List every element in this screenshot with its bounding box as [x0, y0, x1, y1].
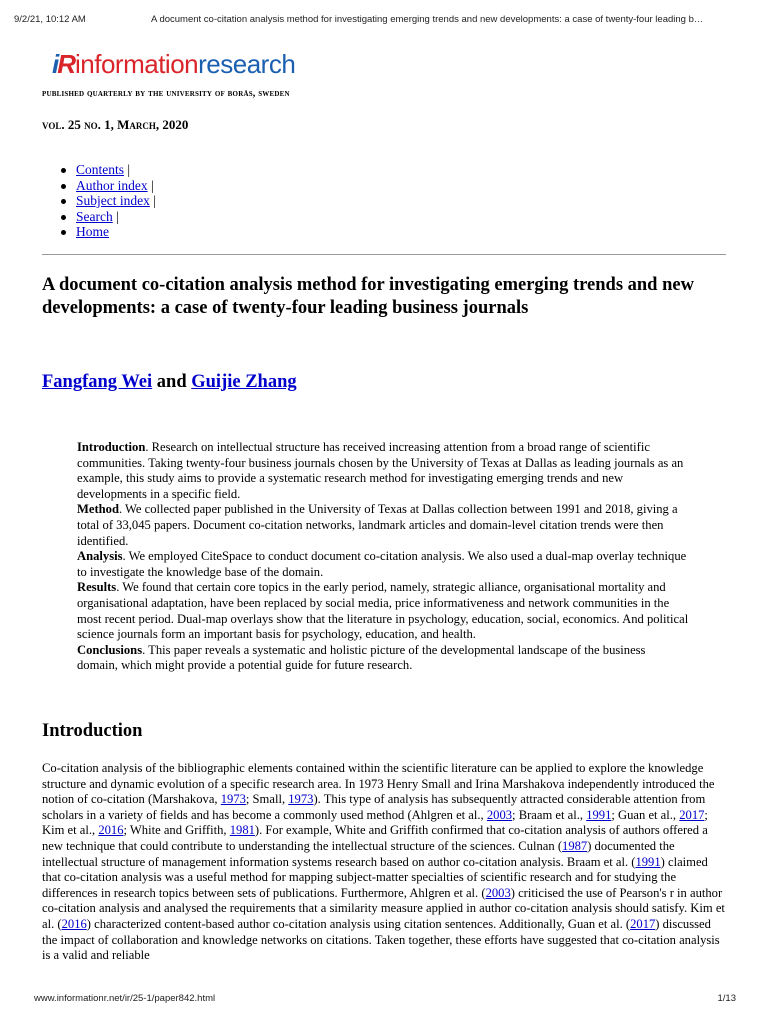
nav-item-author-index: [42, 178, 156, 194]
nav-link-home[interactable]: Home: [76, 224, 109, 239]
citation-link[interactable]: 2003: [486, 807, 513, 822]
logo-word-information: information: [75, 49, 199, 79]
nav-link-search[interactable]: Search: [76, 208, 113, 224]
page-number: 1/13: [717, 993, 736, 1004]
author-link-wei[interactable]: Fangfang Wei: [42, 372, 153, 392]
citation-link[interactable]: 1991: [586, 807, 612, 822]
bullet-icon: [61, 168, 66, 173]
print-footer: [34, 993, 736, 1004]
citation-link[interactable]: 1981: [229, 823, 255, 838]
print-date: 9/2/21, 10:12 AM: [14, 14, 86, 25]
volume-line: vol. 25 no. 1, March, 2020: [42, 117, 189, 132]
author-link-zhang[interactable]: Guijie Zhang: [191, 372, 297, 392]
abstract-results: Results. We found that certain core topics in the early period, namely, strategic alliance, organisational mortality and organisational adaptation, have been replaced by social media, price informativeness and network communities in the most recent period. Dual-map overlays show that the literature in psychology, education, social, economics. And political science journals form an important basis for psychology, education, and health.: [77, 580, 689, 642]
logo-mark: iR: [52, 49, 75, 79]
abstract: [77, 440, 689, 674]
abstract-label: Results: [77, 580, 117, 595]
bullet-icon: [61, 230, 66, 235]
citation-link[interactable]: 1991: [635, 854, 661, 869]
horizontal-divider: [42, 254, 726, 255]
nav-list: [42, 162, 156, 240]
author-line: [42, 372, 297, 393]
citation-link[interactable]: 2016: [61, 916, 87, 931]
nav-link-author-index[interactable]: Author index: [76, 177, 148, 193]
bullet-icon: [61, 199, 66, 204]
nav-separator: |: [149, 193, 156, 208]
abstract-label: Conclusions: [77, 642, 143, 657]
logo-word-research: research: [198, 49, 296, 79]
citation-link[interactable]: 1973: [288, 792, 314, 807]
citation-link[interactable]: 1987: [562, 838, 588, 853]
nav-item-search: [42, 209, 156, 225]
nav-separator: |: [147, 177, 154, 193]
section-heading-introduction: Introduction: [42, 721, 143, 741]
citation-link[interactable]: 1973: [220, 792, 246, 807]
citation-link[interactable]: 2017: [679, 807, 705, 822]
print-header: [14, 14, 754, 25]
site-logo[interactable]: [52, 49, 295, 79]
bullet-icon: [61, 184, 66, 189]
abstract-label: Method: [77, 502, 119, 517]
nav-separator: |: [112, 208, 119, 224]
citation-link[interactable]: 2016: [98, 823, 124, 838]
nav-item-contents: [42, 162, 156, 178]
nav-separator: |: [124, 162, 131, 177]
paper-title: A document co-citation analysis method for investigating emerging trends and new developments: a case of twenty-four leading business journals: [42, 275, 694, 318]
publisher-line: published quarterly by the university of borås, sweden: [42, 88, 290, 99]
citation-link[interactable]: 2003: [485, 885, 511, 900]
abstract-label: Analysis: [77, 549, 123, 564]
author-joiner: and: [152, 372, 192, 392]
abstract-introduction: Introduction. Research on intellectual structure has received increasing attention from a broad range of scientific communities. Taking twenty-four business journals chosen by the University of Texas at Dallas as leading journals as an example, this study aims to provide a systematic research method for investigating emerging trends and new developments in a specific field.: [77, 440, 684, 501]
abstract-conclusions: Conclusions. This paper reveals a systematic and holistic picture of the developmental landscape of the business domain, which might provide a potential guide for future research.: [77, 642, 646, 673]
abstract-analysis: Analysis. We employed CiteSpace to conduct document co-citation analysis. We also used a dual-map overlay technique to investigate the knowledge base of the domain.: [77, 549, 687, 579]
nav-item-subject-index: [42, 193, 156, 209]
nav-link-contents[interactable]: Contents: [76, 162, 125, 177]
introduction-paragraph: Co-citation analysis of the bibliographic elements contained within the scientific literature can be applied to explore the knowledge structure and dynamic evolution of a specific research area. In 1973 Henry Small and Irina Marshakova independently introduced the notion of co-citation (Marshakova, 1973; Small, 1973). This type of analysis has subsequently attracted considerable attention from scholars in a variety of fields and has become a commonly used method (Ahlgren et al., 2003; Braam et al., 1991; Guan et al., 2017; Kim et al., 2016; White and Griffith, 1981). For example, White and Griffith confirmed that co-citation analysis of authors offered a new technique that could contribute to understanding the intellectual structure of the sciences. Culnan (1987) documented the intellectual structure of management information systems research based on author co-citation analysis. Braam et al. (1991) claimed that co-citation analysis was a useful method for mapping subject-matter specialties of scientific research and for studying the differences in research topics between sets of publications. Furthermore, Ahlgren et al. (2003) criticised the use of Pearson's r in author co-citation analysis and analysed the requirements that a similarity measure applied in author co-citation analysis should satisfy. Kim et al. (2016) characterized content-based author co-citation analysis using citation sentences. Additionally, Guan et al. (2017) discussed the impact of collaboration and knowledge networks on citations. Taken together, these efforts have suggested that co-citation analysis is a valid and reliable: [42, 761, 725, 963]
bullet-icon: [61, 215, 66, 220]
abstract-method: Method. We collected paper published in the University of Texas at Dallas collection between 1991 and 2018, giving a total of 33,045 papers. Document co-citation networks, landmark articles and domain-level citation trends were then identified.: [77, 502, 678, 548]
abstract-label: Introduction: [77, 440, 146, 454]
nav-link-subject-index[interactable]: Subject index: [76, 193, 150, 208]
print-title: A document co-citation analysis method for investigating emerging trends and new developments: a case of twenty-four leading b…: [151, 14, 704, 25]
nav-item-home: [42, 224, 156, 240]
print-url: www.informationr.net/ir/25-1/paper842.html: [34, 993, 216, 1004]
citation-link[interactable]: 2017: [630, 916, 656, 931]
